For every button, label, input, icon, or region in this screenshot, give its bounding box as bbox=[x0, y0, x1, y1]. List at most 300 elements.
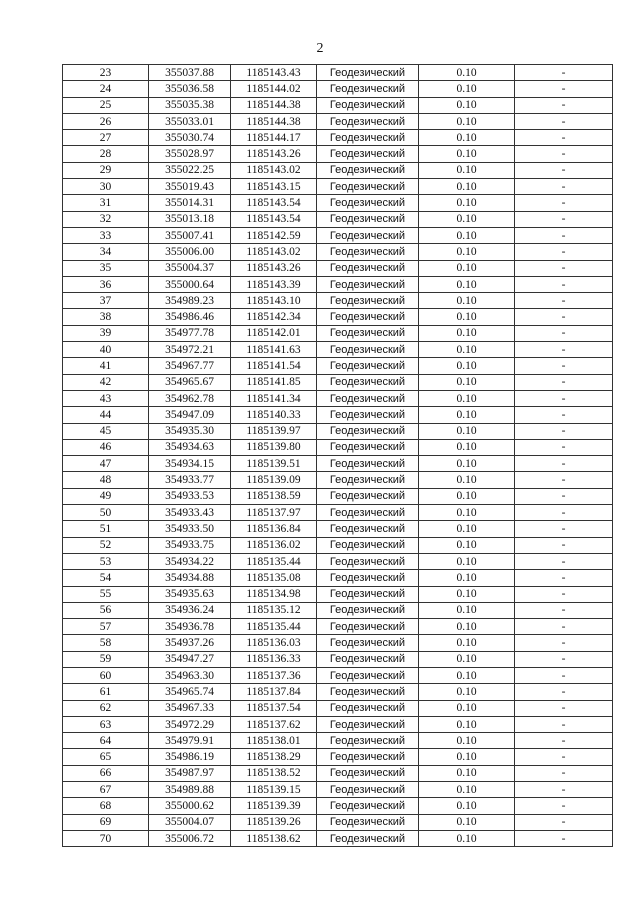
cell-coord-y: 1185139.26 bbox=[231, 814, 317, 830]
cell-accuracy: 0.10 bbox=[419, 325, 515, 341]
cell-point-number: 65 bbox=[63, 749, 149, 765]
coordinates-table bbox=[62, 64, 613, 847]
cell-coord-y: 1185143.02 bbox=[231, 244, 317, 260]
cell-description: - bbox=[515, 146, 613, 162]
cell-accuracy: 0.10 bbox=[419, 276, 515, 292]
cell-coord-x: 354933.77 bbox=[149, 472, 231, 488]
table-row bbox=[63, 537, 613, 553]
cell-point-number: 62 bbox=[63, 700, 149, 716]
cell-coord-x: 354963.30 bbox=[149, 667, 231, 683]
cell-method: Геодезический bbox=[317, 97, 419, 113]
cell-coord-x: 355028.97 bbox=[149, 146, 231, 162]
cell-point-number: 59 bbox=[63, 651, 149, 667]
cell-description: - bbox=[515, 749, 613, 765]
cell-point-number: 37 bbox=[63, 293, 149, 309]
cell-coord-y: 1185136.03 bbox=[231, 635, 317, 651]
cell-accuracy: 0.10 bbox=[419, 553, 515, 569]
cell-coord-x: 354967.77 bbox=[149, 358, 231, 374]
cell-point-number: 64 bbox=[63, 733, 149, 749]
cell-method: Геодезический bbox=[317, 537, 419, 553]
cell-coord-x: 354934.88 bbox=[149, 570, 231, 586]
cell-coord-x: 355035.38 bbox=[149, 97, 231, 113]
table-row bbox=[63, 733, 613, 749]
cell-description: - bbox=[515, 619, 613, 635]
table-row bbox=[63, 293, 613, 309]
cell-coord-y: 1185144.17 bbox=[231, 130, 317, 146]
cell-coord-y: 1185143.39 bbox=[231, 276, 317, 292]
cell-coord-x: 355007.41 bbox=[149, 227, 231, 243]
cell-method: Геодезический bbox=[317, 505, 419, 521]
table-row bbox=[63, 798, 613, 814]
cell-method: Геодезический bbox=[317, 276, 419, 292]
cell-coord-y: 1185138.62 bbox=[231, 830, 317, 846]
table-row bbox=[63, 146, 613, 162]
cell-description: - bbox=[515, 439, 613, 455]
cell-point-number: 24 bbox=[63, 81, 149, 97]
cell-description: - bbox=[515, 244, 613, 260]
cell-accuracy: 0.10 bbox=[419, 162, 515, 178]
table-row bbox=[63, 505, 613, 521]
cell-accuracy: 0.10 bbox=[419, 211, 515, 227]
cell-coord-y: 1185139.97 bbox=[231, 423, 317, 439]
table-row bbox=[63, 113, 613, 129]
cell-method: Геодезический bbox=[317, 684, 419, 700]
cell-point-number: 34 bbox=[63, 244, 149, 260]
cell-description: - bbox=[515, 635, 613, 651]
cell-coord-y: 1185143.10 bbox=[231, 293, 317, 309]
table-row bbox=[63, 439, 613, 455]
cell-accuracy: 0.10 bbox=[419, 456, 515, 472]
cell-coord-x: 354947.09 bbox=[149, 407, 231, 423]
cell-accuracy: 0.10 bbox=[419, 227, 515, 243]
cell-accuracy: 0.10 bbox=[419, 374, 515, 390]
table-row bbox=[63, 358, 613, 374]
cell-method: Геодезический bbox=[317, 716, 419, 732]
cell-method: Геодезический bbox=[317, 814, 419, 830]
cell-accuracy: 0.10 bbox=[419, 488, 515, 504]
cell-accuracy: 0.10 bbox=[419, 472, 515, 488]
table-row bbox=[63, 97, 613, 113]
cell-description: - bbox=[515, 374, 613, 390]
cell-description: - bbox=[515, 798, 613, 814]
cell-coord-y: 1185137.84 bbox=[231, 684, 317, 700]
cell-coord-y: 1185140.33 bbox=[231, 407, 317, 423]
cell-coord-x: 355033.01 bbox=[149, 113, 231, 129]
cell-point-number: 55 bbox=[63, 586, 149, 602]
cell-description: - bbox=[515, 342, 613, 358]
cell-coord-x: 354933.75 bbox=[149, 537, 231, 553]
cell-accuracy: 0.10 bbox=[419, 146, 515, 162]
cell-coord-x: 354989.88 bbox=[149, 782, 231, 798]
cell-method: Геодезический bbox=[317, 309, 419, 325]
cell-method: Геодезический bbox=[317, 65, 419, 81]
table-row bbox=[63, 488, 613, 504]
cell-description: - bbox=[515, 325, 613, 341]
table-row bbox=[63, 765, 613, 781]
cell-point-number: 70 bbox=[63, 830, 149, 846]
cell-point-number: 33 bbox=[63, 227, 149, 243]
cell-description: - bbox=[515, 162, 613, 178]
cell-description: - bbox=[515, 179, 613, 195]
cell-description: - bbox=[515, 716, 613, 732]
cell-accuracy: 0.10 bbox=[419, 97, 515, 113]
coordinates-table-body bbox=[63, 65, 613, 847]
cell-description: - bbox=[515, 684, 613, 700]
cell-coord-y: 1185139.80 bbox=[231, 439, 317, 455]
table-row bbox=[63, 65, 613, 81]
table-row bbox=[63, 814, 613, 830]
cell-accuracy: 0.10 bbox=[419, 537, 515, 553]
cell-point-number: 51 bbox=[63, 521, 149, 537]
cell-accuracy: 0.10 bbox=[419, 113, 515, 129]
cell-coord-x: 355006.00 bbox=[149, 244, 231, 260]
table-row bbox=[63, 195, 613, 211]
cell-method: Геодезический bbox=[317, 472, 419, 488]
cell-description: - bbox=[515, 521, 613, 537]
cell-point-number: 35 bbox=[63, 260, 149, 276]
cell-description: - bbox=[515, 195, 613, 211]
cell-method: Геодезический bbox=[317, 619, 419, 635]
cell-coord-y: 1185135.08 bbox=[231, 570, 317, 586]
cell-point-number: 32 bbox=[63, 211, 149, 227]
cell-coord-x: 354979.91 bbox=[149, 733, 231, 749]
cell-method: Геодезический bbox=[317, 81, 419, 97]
cell-description: - bbox=[515, 700, 613, 716]
cell-accuracy: 0.10 bbox=[419, 179, 515, 195]
cell-coord-x: 354986.19 bbox=[149, 749, 231, 765]
table-row bbox=[63, 700, 613, 716]
cell-coord-x: 354934.22 bbox=[149, 553, 231, 569]
cell-method: Геодезический bbox=[317, 733, 419, 749]
cell-method: Геодезический bbox=[317, 651, 419, 667]
cell-coord-x: 355014.31 bbox=[149, 195, 231, 211]
table-row bbox=[63, 749, 613, 765]
cell-method: Геодезический bbox=[317, 586, 419, 602]
cell-point-number: 53 bbox=[63, 553, 149, 569]
cell-coord-y: 1185138.59 bbox=[231, 488, 317, 504]
cell-coord-y: 1185142.59 bbox=[231, 227, 317, 243]
cell-coord-y: 1185135.44 bbox=[231, 619, 317, 635]
table-row bbox=[63, 553, 613, 569]
cell-coord-y: 1185143.54 bbox=[231, 211, 317, 227]
cell-coord-x: 354947.27 bbox=[149, 651, 231, 667]
cell-accuracy: 0.10 bbox=[419, 749, 515, 765]
cell-accuracy: 0.10 bbox=[419, 798, 515, 814]
cell-description: - bbox=[515, 830, 613, 846]
cell-description: - bbox=[515, 765, 613, 781]
cell-method: Геодезический bbox=[317, 211, 419, 227]
cell-point-number: 48 bbox=[63, 472, 149, 488]
cell-point-number: 47 bbox=[63, 456, 149, 472]
cell-point-number: 61 bbox=[63, 684, 149, 700]
cell-method: Геодезический bbox=[317, 798, 419, 814]
cell-coord-x: 354933.50 bbox=[149, 521, 231, 537]
cell-description: - bbox=[515, 293, 613, 309]
cell-coord-x: 355013.18 bbox=[149, 211, 231, 227]
cell-description: - bbox=[515, 472, 613, 488]
cell-coord-y: 1185135.12 bbox=[231, 602, 317, 618]
cell-point-number: 45 bbox=[63, 423, 149, 439]
cell-coord-y: 1185134.98 bbox=[231, 586, 317, 602]
cell-point-number: 29 bbox=[63, 162, 149, 178]
cell-method: Геодезический bbox=[317, 423, 419, 439]
cell-method: Геодезический bbox=[317, 146, 419, 162]
cell-coord-x: 354965.74 bbox=[149, 684, 231, 700]
table-row bbox=[63, 602, 613, 618]
cell-description: - bbox=[515, 505, 613, 521]
cell-method: Геодезический bbox=[317, 113, 419, 129]
table-row bbox=[63, 227, 613, 243]
cell-coord-y: 1185143.26 bbox=[231, 260, 317, 276]
cell-coord-y: 1185142.01 bbox=[231, 325, 317, 341]
cell-method: Геодезический bbox=[317, 342, 419, 358]
cell-coord-y: 1185138.29 bbox=[231, 749, 317, 765]
cell-coord-y: 1185139.51 bbox=[231, 456, 317, 472]
cell-coord-x: 355030.74 bbox=[149, 130, 231, 146]
cell-point-number: 44 bbox=[63, 407, 149, 423]
table-row bbox=[63, 260, 613, 276]
table-row bbox=[63, 684, 613, 700]
cell-coord-y: 1185141.54 bbox=[231, 358, 317, 374]
cell-description: - bbox=[515, 537, 613, 553]
cell-coord-x: 354935.63 bbox=[149, 586, 231, 602]
cell-point-number: 52 bbox=[63, 537, 149, 553]
cell-accuracy: 0.10 bbox=[419, 342, 515, 358]
cell-accuracy: 0.10 bbox=[419, 309, 515, 325]
cell-description: - bbox=[515, 260, 613, 276]
cell-accuracy: 0.10 bbox=[419, 782, 515, 798]
cell-coord-y: 1185137.97 bbox=[231, 505, 317, 521]
cell-description: - bbox=[515, 553, 613, 569]
cell-description: - bbox=[515, 782, 613, 798]
cell-accuracy: 0.10 bbox=[419, 439, 515, 455]
cell-accuracy: 0.10 bbox=[419, 667, 515, 683]
cell-accuracy: 0.10 bbox=[419, 733, 515, 749]
cell-method: Геодезический bbox=[317, 162, 419, 178]
table-row bbox=[63, 374, 613, 390]
cell-point-number: 26 bbox=[63, 113, 149, 129]
cell-method: Геодезический bbox=[317, 293, 419, 309]
cell-description: - bbox=[515, 390, 613, 406]
table-row bbox=[63, 619, 613, 635]
cell-method: Геодезический bbox=[317, 570, 419, 586]
cell-coord-y: 1185137.62 bbox=[231, 716, 317, 732]
cell-coord-y: 1185141.34 bbox=[231, 390, 317, 406]
cell-method: Геодезический bbox=[317, 390, 419, 406]
table-row bbox=[63, 325, 613, 341]
cell-description: - bbox=[515, 113, 613, 129]
cell-accuracy: 0.10 bbox=[419, 700, 515, 716]
cell-point-number: 31 bbox=[63, 195, 149, 211]
cell-accuracy: 0.10 bbox=[419, 81, 515, 97]
cell-description: - bbox=[515, 407, 613, 423]
cell-accuracy: 0.10 bbox=[419, 814, 515, 830]
cell-coord-y: 1185141.85 bbox=[231, 374, 317, 390]
cell-coord-x: 354965.67 bbox=[149, 374, 231, 390]
cell-coord-y: 1185136.84 bbox=[231, 521, 317, 537]
cell-coord-y: 1185138.01 bbox=[231, 733, 317, 749]
cell-accuracy: 0.10 bbox=[419, 423, 515, 439]
cell-method: Геодезический bbox=[317, 374, 419, 390]
cell-method: Геодезический bbox=[317, 765, 419, 781]
cell-method: Геодезический bbox=[317, 782, 419, 798]
cell-accuracy: 0.10 bbox=[419, 602, 515, 618]
cell-coord-y: 1185137.36 bbox=[231, 667, 317, 683]
cell-description: - bbox=[515, 456, 613, 472]
cell-coord-y: 1185144.02 bbox=[231, 81, 317, 97]
cell-method: Геодезический bbox=[317, 667, 419, 683]
cell-accuracy: 0.10 bbox=[419, 390, 515, 406]
cell-point-number: 46 bbox=[63, 439, 149, 455]
cell-coord-y: 1185138.52 bbox=[231, 765, 317, 781]
table-row bbox=[63, 211, 613, 227]
cell-coord-x: 354972.21 bbox=[149, 342, 231, 358]
cell-point-number: 49 bbox=[63, 488, 149, 504]
cell-coord-x: 354934.15 bbox=[149, 456, 231, 472]
cell-method: Геодезический bbox=[317, 553, 419, 569]
cell-accuracy: 0.10 bbox=[419, 830, 515, 846]
cell-coord-y: 1185144.38 bbox=[231, 97, 317, 113]
cell-coord-x: 354967.33 bbox=[149, 700, 231, 716]
cell-method: Геодезический bbox=[317, 260, 419, 276]
cell-method: Геодезический bbox=[317, 439, 419, 455]
cell-accuracy: 0.10 bbox=[419, 635, 515, 651]
cell-coord-x: 354972.29 bbox=[149, 716, 231, 732]
cell-method: Геодезический bbox=[317, 195, 419, 211]
cell-point-number: 42 bbox=[63, 374, 149, 390]
cell-coord-x: 355037.88 bbox=[149, 65, 231, 81]
cell-description: - bbox=[515, 423, 613, 439]
cell-description: - bbox=[515, 651, 613, 667]
cell-method: Геодезический bbox=[317, 407, 419, 423]
cell-method: Геодезический bbox=[317, 749, 419, 765]
cell-description: - bbox=[515, 570, 613, 586]
table-row bbox=[63, 407, 613, 423]
cell-coord-x: 354962.78 bbox=[149, 390, 231, 406]
cell-point-number: 36 bbox=[63, 276, 149, 292]
cell-point-number: 38 bbox=[63, 309, 149, 325]
cell-coord-x: 355022.25 bbox=[149, 162, 231, 178]
table-row bbox=[63, 81, 613, 97]
cell-coord-x: 354937.26 bbox=[149, 635, 231, 651]
table-row bbox=[63, 570, 613, 586]
cell-accuracy: 0.10 bbox=[419, 570, 515, 586]
cell-accuracy: 0.10 bbox=[419, 716, 515, 732]
cell-coord-y: 1185141.63 bbox=[231, 342, 317, 358]
cell-method: Геодезический bbox=[317, 456, 419, 472]
cell-description: - bbox=[515, 733, 613, 749]
cell-accuracy: 0.10 bbox=[419, 407, 515, 423]
table-row bbox=[63, 130, 613, 146]
cell-point-number: 50 bbox=[63, 505, 149, 521]
cell-accuracy: 0.10 bbox=[419, 244, 515, 260]
table-row bbox=[63, 276, 613, 292]
cell-point-number: 69 bbox=[63, 814, 149, 830]
cell-point-number: 54 bbox=[63, 570, 149, 586]
cell-coord-y: 1185139.15 bbox=[231, 782, 317, 798]
cell-coord-x: 354935.30 bbox=[149, 423, 231, 439]
cell-description: - bbox=[515, 814, 613, 830]
cell-accuracy: 0.10 bbox=[419, 65, 515, 81]
cell-point-number: 30 bbox=[63, 179, 149, 195]
table-row bbox=[63, 309, 613, 325]
cell-point-number: 66 bbox=[63, 765, 149, 781]
cell-point-number: 57 bbox=[63, 619, 149, 635]
cell-accuracy: 0.10 bbox=[419, 358, 515, 374]
cell-description: - bbox=[515, 211, 613, 227]
table-row bbox=[63, 716, 613, 732]
cell-description: - bbox=[515, 358, 613, 374]
cell-coord-y: 1185144.38 bbox=[231, 113, 317, 129]
table-row bbox=[63, 423, 613, 439]
table-row bbox=[63, 244, 613, 260]
cell-coord-x: 355004.37 bbox=[149, 260, 231, 276]
cell-description: - bbox=[515, 227, 613, 243]
cell-method: Геодезический bbox=[317, 325, 419, 341]
cell-method: Геодезический bbox=[317, 635, 419, 651]
cell-coord-x: 355000.64 bbox=[149, 276, 231, 292]
cell-point-number: 56 bbox=[63, 602, 149, 618]
cell-coord-x: 355004.07 bbox=[149, 814, 231, 830]
cell-coord-x: 354933.53 bbox=[149, 488, 231, 504]
cell-point-number: 25 bbox=[63, 97, 149, 113]
cell-method: Геодезический bbox=[317, 488, 419, 504]
cell-point-number: 40 bbox=[63, 342, 149, 358]
cell-accuracy: 0.10 bbox=[419, 505, 515, 521]
cell-coord-x: 355019.43 bbox=[149, 179, 231, 195]
table-row bbox=[63, 830, 613, 846]
cell-coord-y: 1185143.15 bbox=[231, 179, 317, 195]
table-row bbox=[63, 586, 613, 602]
cell-coord-y: 1185136.33 bbox=[231, 651, 317, 667]
table-row bbox=[63, 390, 613, 406]
cell-accuracy: 0.10 bbox=[419, 586, 515, 602]
cell-description: - bbox=[515, 667, 613, 683]
table-row bbox=[63, 162, 613, 178]
table-row bbox=[63, 782, 613, 798]
cell-coord-y: 1185143.43 bbox=[231, 65, 317, 81]
cell-method: Геодезический bbox=[317, 130, 419, 146]
cell-description: - bbox=[515, 488, 613, 504]
cell-description: - bbox=[515, 65, 613, 81]
cell-description: - bbox=[515, 309, 613, 325]
cell-coord-x: 354934.63 bbox=[149, 439, 231, 455]
cell-accuracy: 0.10 bbox=[419, 684, 515, 700]
table-row bbox=[63, 521, 613, 537]
cell-coord-x: 354936.24 bbox=[149, 602, 231, 618]
cell-coord-y: 1185143.54 bbox=[231, 195, 317, 211]
table-row bbox=[63, 179, 613, 195]
cell-method: Геодезический bbox=[317, 227, 419, 243]
cell-accuracy: 0.10 bbox=[419, 195, 515, 211]
cell-coord-x: 354986.46 bbox=[149, 309, 231, 325]
cell-coord-x: 354977.78 bbox=[149, 325, 231, 341]
cell-point-number: 23 bbox=[63, 65, 149, 81]
cell-point-number: 39 bbox=[63, 325, 149, 341]
cell-point-number: 41 bbox=[63, 358, 149, 374]
table-row bbox=[63, 456, 613, 472]
cell-coord-y: 1185143.02 bbox=[231, 162, 317, 178]
cell-accuracy: 0.10 bbox=[419, 260, 515, 276]
table-row bbox=[63, 472, 613, 488]
cell-point-number: 43 bbox=[63, 390, 149, 406]
cell-point-number: 60 bbox=[63, 667, 149, 683]
table-row bbox=[63, 342, 613, 358]
cell-coord-y: 1185139.39 bbox=[231, 798, 317, 814]
cell-description: - bbox=[515, 276, 613, 292]
cell-accuracy: 0.10 bbox=[419, 293, 515, 309]
cell-point-number: 63 bbox=[63, 716, 149, 732]
